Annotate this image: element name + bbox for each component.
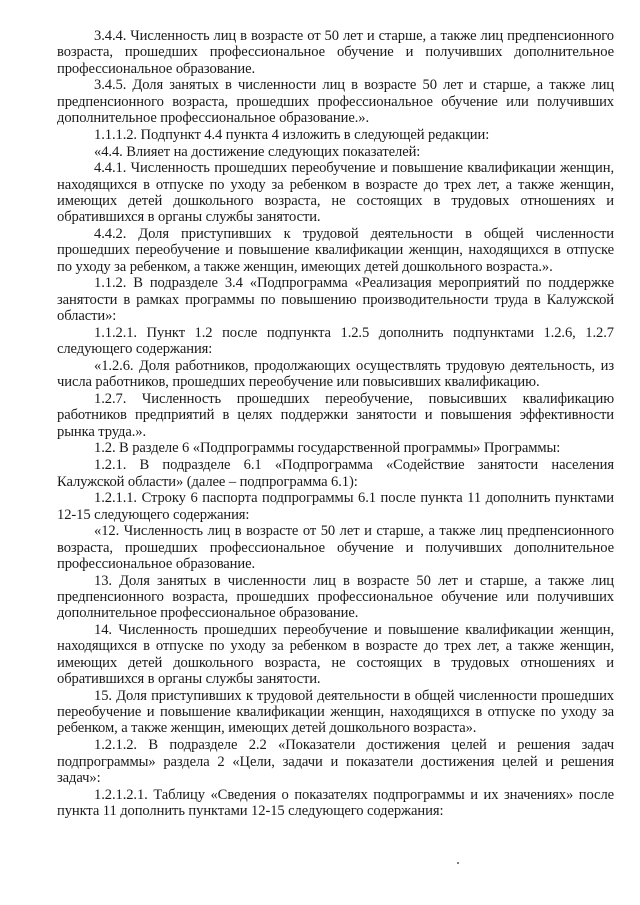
paragraph-1-2: 1.2. В разделе 6 «Подпрограммы государственной программы» Программы:: [94, 440, 561, 457]
paragraph-4-4-1: 4.4.1. Численность прошедших переобучение и повышение квалификации женщин, находящихся в отпуске по уходу за ребенком в возрасте до трех лет, а также женщин, имеющих детей дошкольного возраста, не состоящих в трудовых отношениях и обратившихся в органы службы занятости.: [57, 160, 614, 226]
paragraph-4-4: «4.4. Влияет на достижение следующих показателей:: [94, 143, 421, 160]
document-page: [57, 28, 614, 820]
paragraph-3-4-4: 3.4.4. Численность лиц в возрасте от 50 лет и старше, а также лиц предпенсионного возраста, прошедших профессиональное обучение и получивших дополнительное профессиональное образование.: [57, 28, 614, 77]
paragraph-1-1-2: 1.1.2. В подразделе 3.4 «Подпрограмма «Реализация мероприятий по поддержке занятости в рамках программы по повышению производительности труда в Калужской области»:: [57, 275, 614, 325]
paragraph-1-1-1-2: 1.1.1.2. Подпункт 4.4 пункта 4 изложить в следующей редакции:: [94, 126, 490, 143]
paragraph-item-14: 14. Численность прошедших переобучение и повышение квалификации женщин, находящихся в отпуске по уходу за ребенком в возрасте до трех лет, а также женщин, имеющих детей дошкольного возраста, не состоящих в трудовых отношениях и обратившихся в органы службы занятости.: [57, 622, 614, 688]
paragraph-item-13: 13. Доля занятых в численности лиц в возрасте 50 лет и старше, а также лиц предпенсионного возраста, прошедших профессиональное обучение или получивших дополнительное профессиональное образование.: [57, 572, 614, 622]
paragraph-item-12: «12. Численность лиц в возрасте от 50 лет и старше, а также лиц предпенсионного возраста, прошедших профессиональное обучение и получивших дополнительное профессиональное образование.: [57, 523, 614, 572]
paragraph-1-2-7: 1.2.7. Численность прошедших переобучение, повысивших квалификацию работников предприятий в целях поддержки занятости и повышения эффективности рынка труда.».: [57, 391, 614, 440]
paragraph-1-1-2-1: 1.1.2.1. Пункт 1.2 после подпункта 1.2.5 дополнить подпунктами 1.2.6, 1.2.7 следующего содержания:: [57, 324, 614, 358]
paragraph-1-2-1: 1.2.1. В подразделе 6.1 «Подпрограмма «Содействие занятости населения Калужской области» (далее – подпрограмма 6.1):: [57, 457, 614, 490]
scan-speck: [457, 862, 459, 864]
paragraph-item-15: 15. Доля приступивших к трудовой деятельности в общей численности прошедших переобучение и повышение квалификации женщин, находящихся в отпуске по уходу за ребенком, а также женщин, имеющих детей дошкольного возраста».: [57, 687, 614, 737]
paragraph-1-2-6: «1.2.6. Доля работников, продолжающих осуществлять трудовую деятельность, из числа работников, прошедших переобучение или повысивших квалификацию.: [57, 357, 614, 391]
paragraph-1-2-1-1: 1.2.1.1. Строку 6 паспорта подпрограммы 6.1 после пункта 11 дополнить пунктами 12-15 следующего содержания:: [57, 490, 614, 523]
paragraph-3-4-5: 3.4.5. Доля занятых в численности лиц в возрасте 50 лет и старше, а также лиц предпенсионного возраста, прошедших профессиональное обучение или получивших дополнительное профессиональное образование.».: [57, 77, 614, 126]
paragraph-4-4-2: 4.4.2. Доля приступивших к трудовой деятельности в общей численности прошедших переобучение и повышение квалификации женщин, находящихся в отпуске по уходу за ребенком, а также женщин, имеющих детей дошкольного возраста.».: [57, 226, 614, 275]
paragraph-1-2-1-2: 1.2.1.2. В подразделе 2.2 «Показатели достижения целей и решения задач подпрограммы» раздела 2 «Цели, задачи и показатели достижения целей и решения задач»:: [57, 737, 614, 786]
paragraph-1-2-1-2-1: 1.2.1.2.1. Таблицу «Сведения о показателях подпрограммы и их значениях» после пункта 11 дополнить пунктами 12-15 следующего содержания:: [57, 786, 614, 819]
